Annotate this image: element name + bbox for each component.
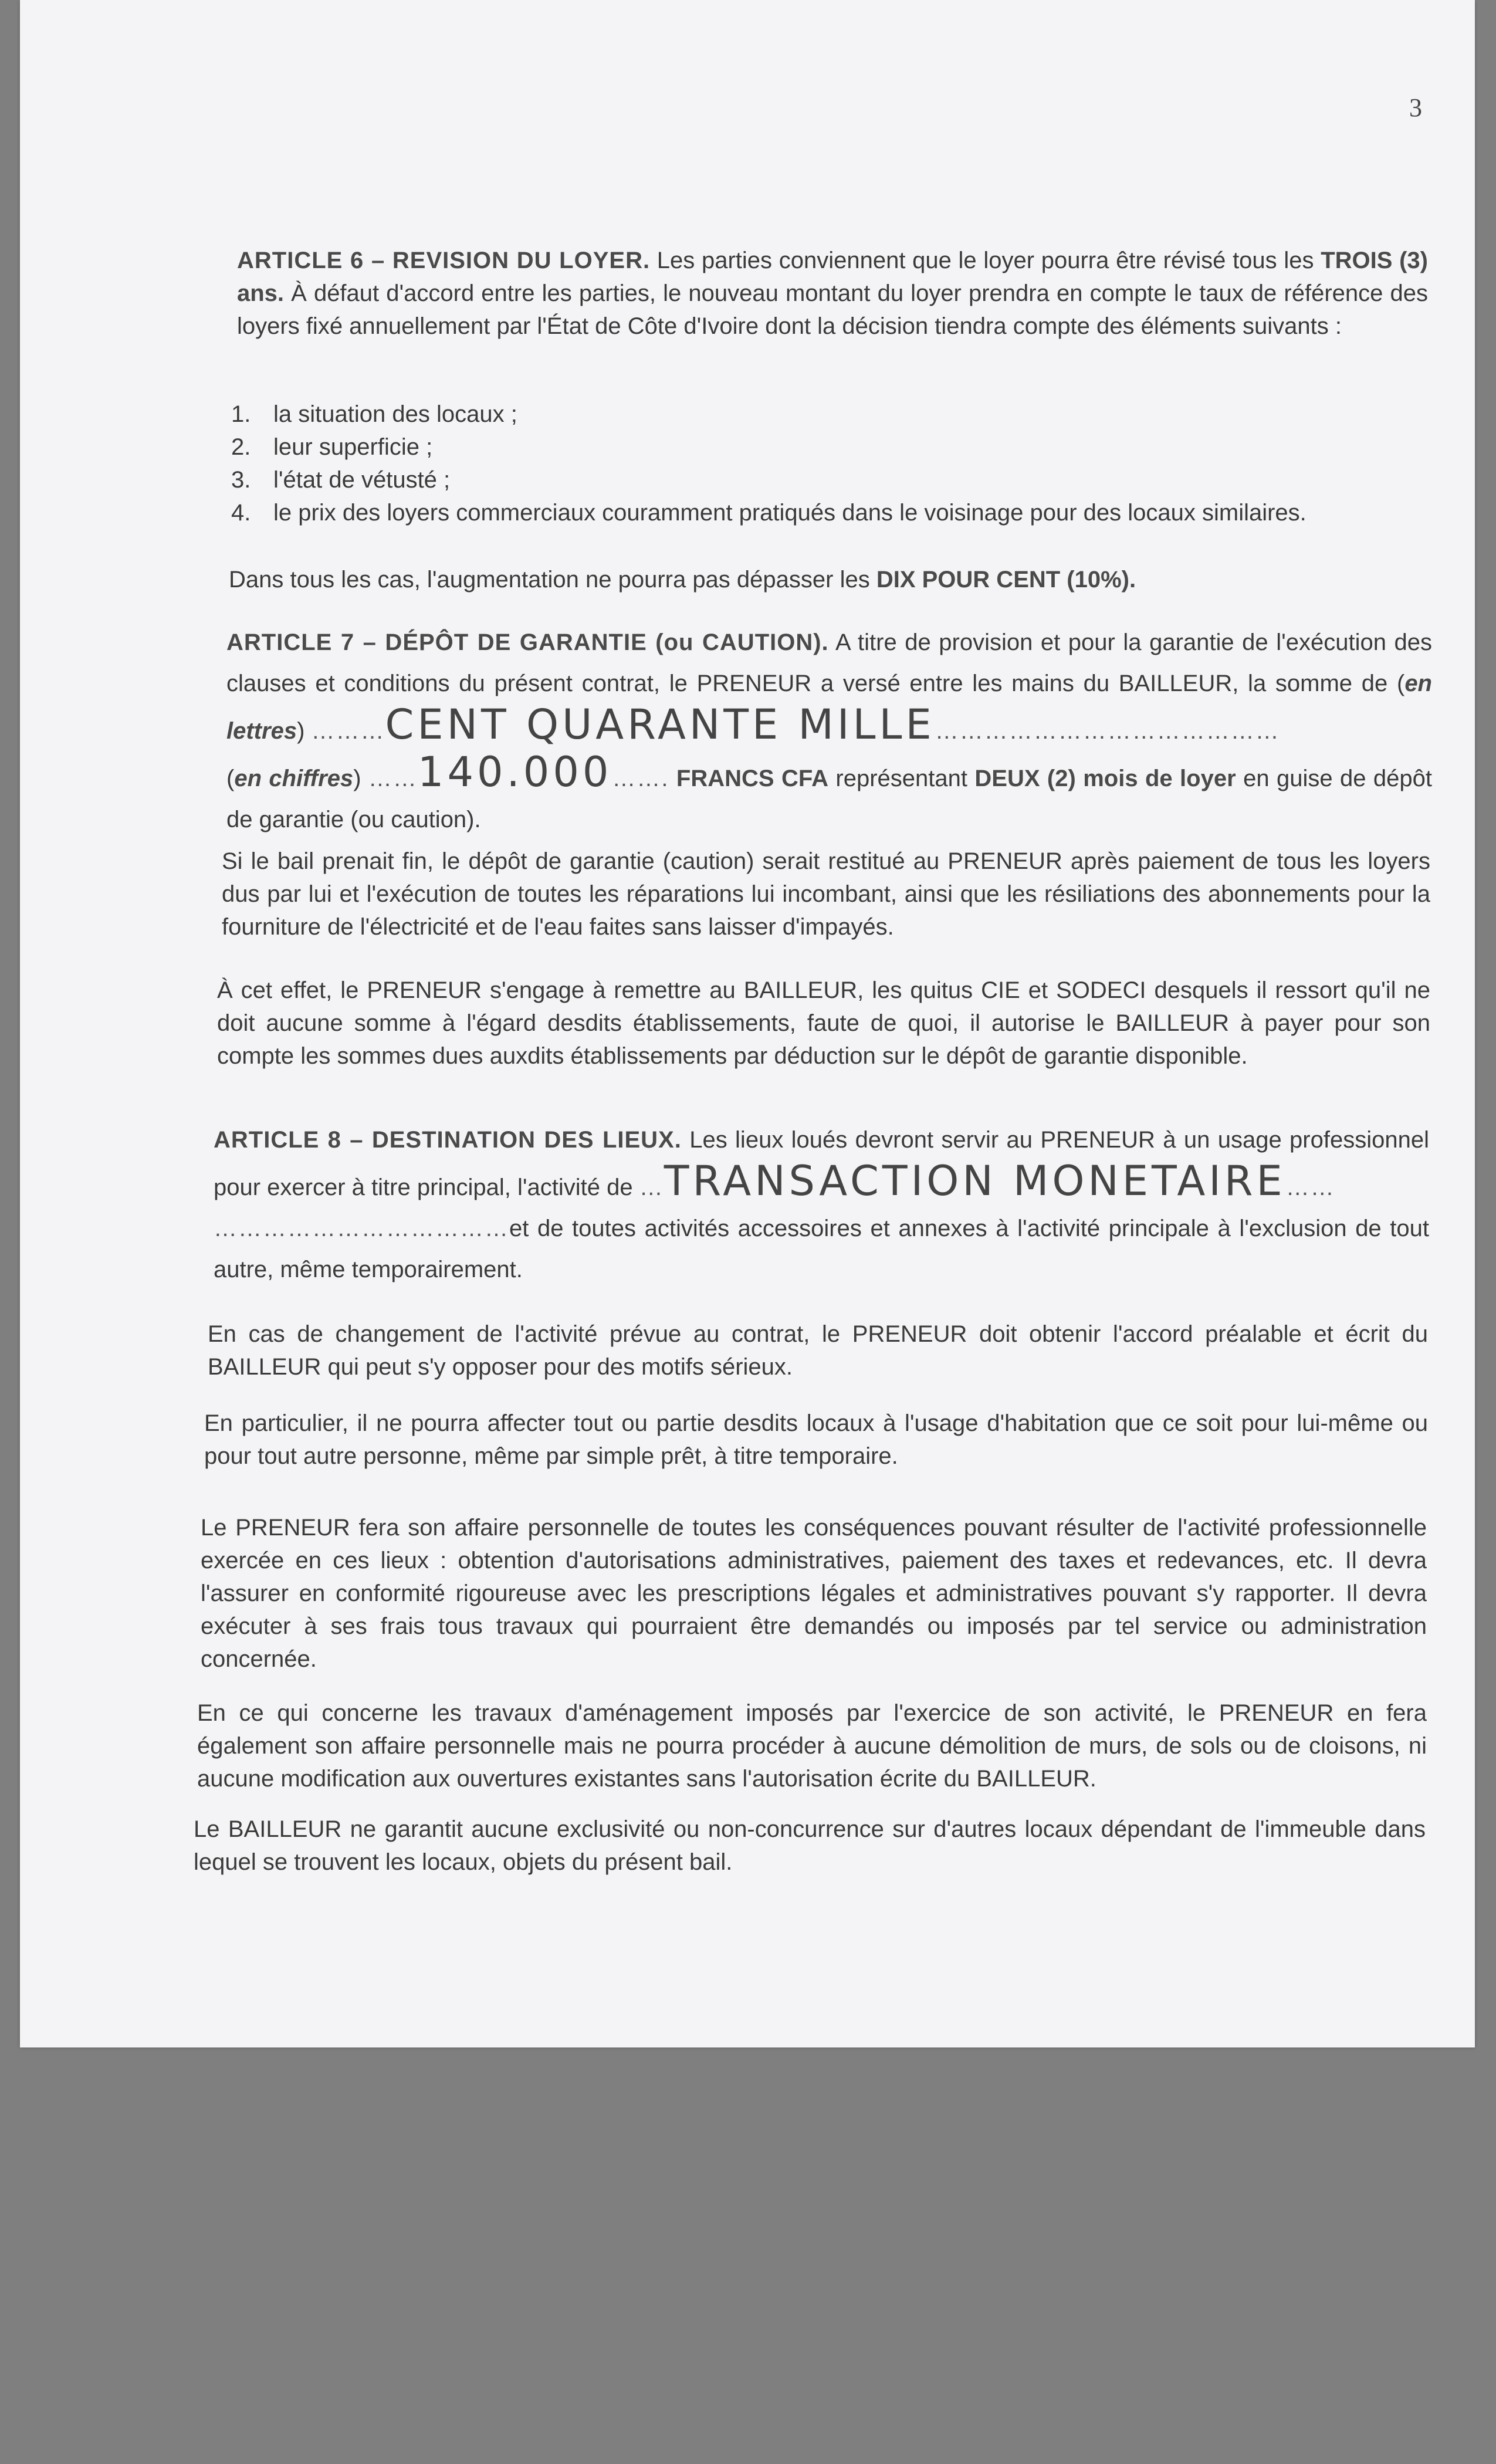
article-6-list <box>231 398 1307 529</box>
amount-in-letters: CENT QUARANTE MILLE <box>385 700 935 749</box>
article-8-paragraph-3: En particulier, il ne pourra affecter tout ou partie desdits locaux à l'usage d'habitation que ce soit pour lui-même ou pour tout autre personne, même par simple prêt, à titre temporaire. <box>204 1410 1428 1469</box>
article-6-cap: Dans tous les cas, l'augmentation ne pourra pas dépasser les DIX POUR CENT (10%). <box>229 567 1136 593</box>
article-6-text-1: Les parties conviennent que le loyer pourra être révisé tous les <box>650 248 1321 273</box>
article-7-intro: ARTICLE 7 – DÉPÔT DE GARANTIE (ou CAUTION). A titre de provision et pour la garantie de l'exécution des clauses et conditions du présent contrat, le PRENEUR a versé entre les mains du BAILLEUR, la somme de (en lettres) ………CENT QUARANTE MILLE…………………………………… (en chiffres) ……140.000……. FRANCS CFA représentant DEUX (2) mois de loyer en guise de dépôt de garantie (ou caution). <box>226 629 1432 832</box>
article-7-paragraph-2: Si le bail prenait fin, le dépôt de garantie (caution) serait restitué au PRENEUR après paiement de tous les loyers dus par lui et l'exécution de toutes les réparations lui incombant, ainsi que les résiliations des abonnements pour la fourniture de l'électricité et de l'eau faites sans laisser d'impayés. <box>222 848 1430 940</box>
article-7-title: ARTICLE 7 – DÉPÔT DE GARANTIE (ou CAUTION). <box>226 629 829 655</box>
article-6-cap-value: DIX POUR CENT (10%). <box>876 567 1136 593</box>
list-item: 2. leur superficie ; <box>231 434 433 460</box>
amount-in-figures: 140.000 <box>417 748 612 796</box>
article-7-paragraph-3: À cet effet, le PRENEUR s'engage à remettre au BAILLEUR, les quitus CIE et SODECI desquels il ressort qu'il ne doit aucune somme à l'égard desdits établissements, faute de quoi, il autorise le BAILLEUR à payer pour son compte les sommes dues auxdits établissements par déduction sur le dépôt de garantie disponible. <box>217 977 1430 1069</box>
page-number: 3 <box>1409 93 1422 122</box>
article-8-paragraph-2: En cas de changement de l'activité prévue au contrat, le PRENEUR doit obtenir l'accord préalable et écrit du BAILLEUR qui peut s'y opposer pour des motifs sérieux. <box>208 1321 1428 1380</box>
label-en-lettres: en lettres <box>226 671 1432 744</box>
article-8-paragraph-5: En ce qui concerne les travaux d'aménagement imposés par l'exercice de son activité, le PRENEUR en fera également son affaire personnelle mais ne pourra procéder à aucune démolition de murs, de sols ou de cloisons, ni aucune modification aux ouvertures existantes sans l'autorisation écrite du BAILLEUR. <box>197 1700 1427 1792</box>
article-6-text-2: À défaut d'accord entre les parties, le nouveau montant du loyer prendra en compte le taux de référence des loyers fixé annuellement par l'État de Côte d'Ivoire dont la décision tiendra compte des éléments suivants : <box>237 280 1428 339</box>
currency: FRANCS CFA <box>676 766 828 791</box>
article-8-title: ARTICLE 8 – DESTINATION DES LIEUX. <box>214 1127 682 1153</box>
article-6-period: TROIS (3) ans. <box>237 248 1428 306</box>
article-6-intro <box>237 244 1428 343</box>
list-item: 4. le prix des loyers commerciaux couramment pratiqués dans le voisinage pour des locaux similaires. <box>231 500 1307 526</box>
deposit-months: DEUX (2) mois de loyer <box>974 766 1236 791</box>
list-item: 3. l'état de vétusté ; <box>231 467 451 493</box>
document-page <box>20 0 1475 2047</box>
activity-handwritten: TRANSACTION MONETAIRE <box>664 1157 1286 1205</box>
article-8-intro: ARTICLE 8 – DESTINATION DES LIEUX. Les lieux loués devront servir au PRENEUR à un usage professionnel pour exercer à titre principal, l'activité de …TRANSACTION MONETAIRE…… ………………………………et de toutes activités accessoires et annexes à l'activité principale à l'exclusion de tout autre, même temporairement. <box>214 1127 1429 1282</box>
article-6-title: ARTICLE 6 – REVISION DU LOYER. <box>237 248 651 273</box>
article-8-paragraph-4: Le PRENEUR fera son affaire personnelle de toutes les conséquences pouvant résulter de l'activité professionnelle exercée en ces lieux : obtention d'autorisations administratives, paiement des taxes et redevances, etc. Il devra l'assurer en conformité rigoureuse avec les prescriptions légales et administratives pouvant s'y rapporter. Il devra exécuter à ses frais tous travaux qui pourraient être demandés ou imposés par tel service ou administration concernée. <box>201 1515 1427 1672</box>
list-item: 1. la situation des locaux ; <box>231 401 517 427</box>
article-8-paragraph-6: Le BAILLEUR ne garantit aucune exclusivité ou non-concurrence sur d'autres locaux dépendant de l'immeuble dans lequel se trouvent les locaux, objets du présent bail. <box>194 1816 1426 1875</box>
label-en-chiffres: en chiffres <box>234 766 354 791</box>
